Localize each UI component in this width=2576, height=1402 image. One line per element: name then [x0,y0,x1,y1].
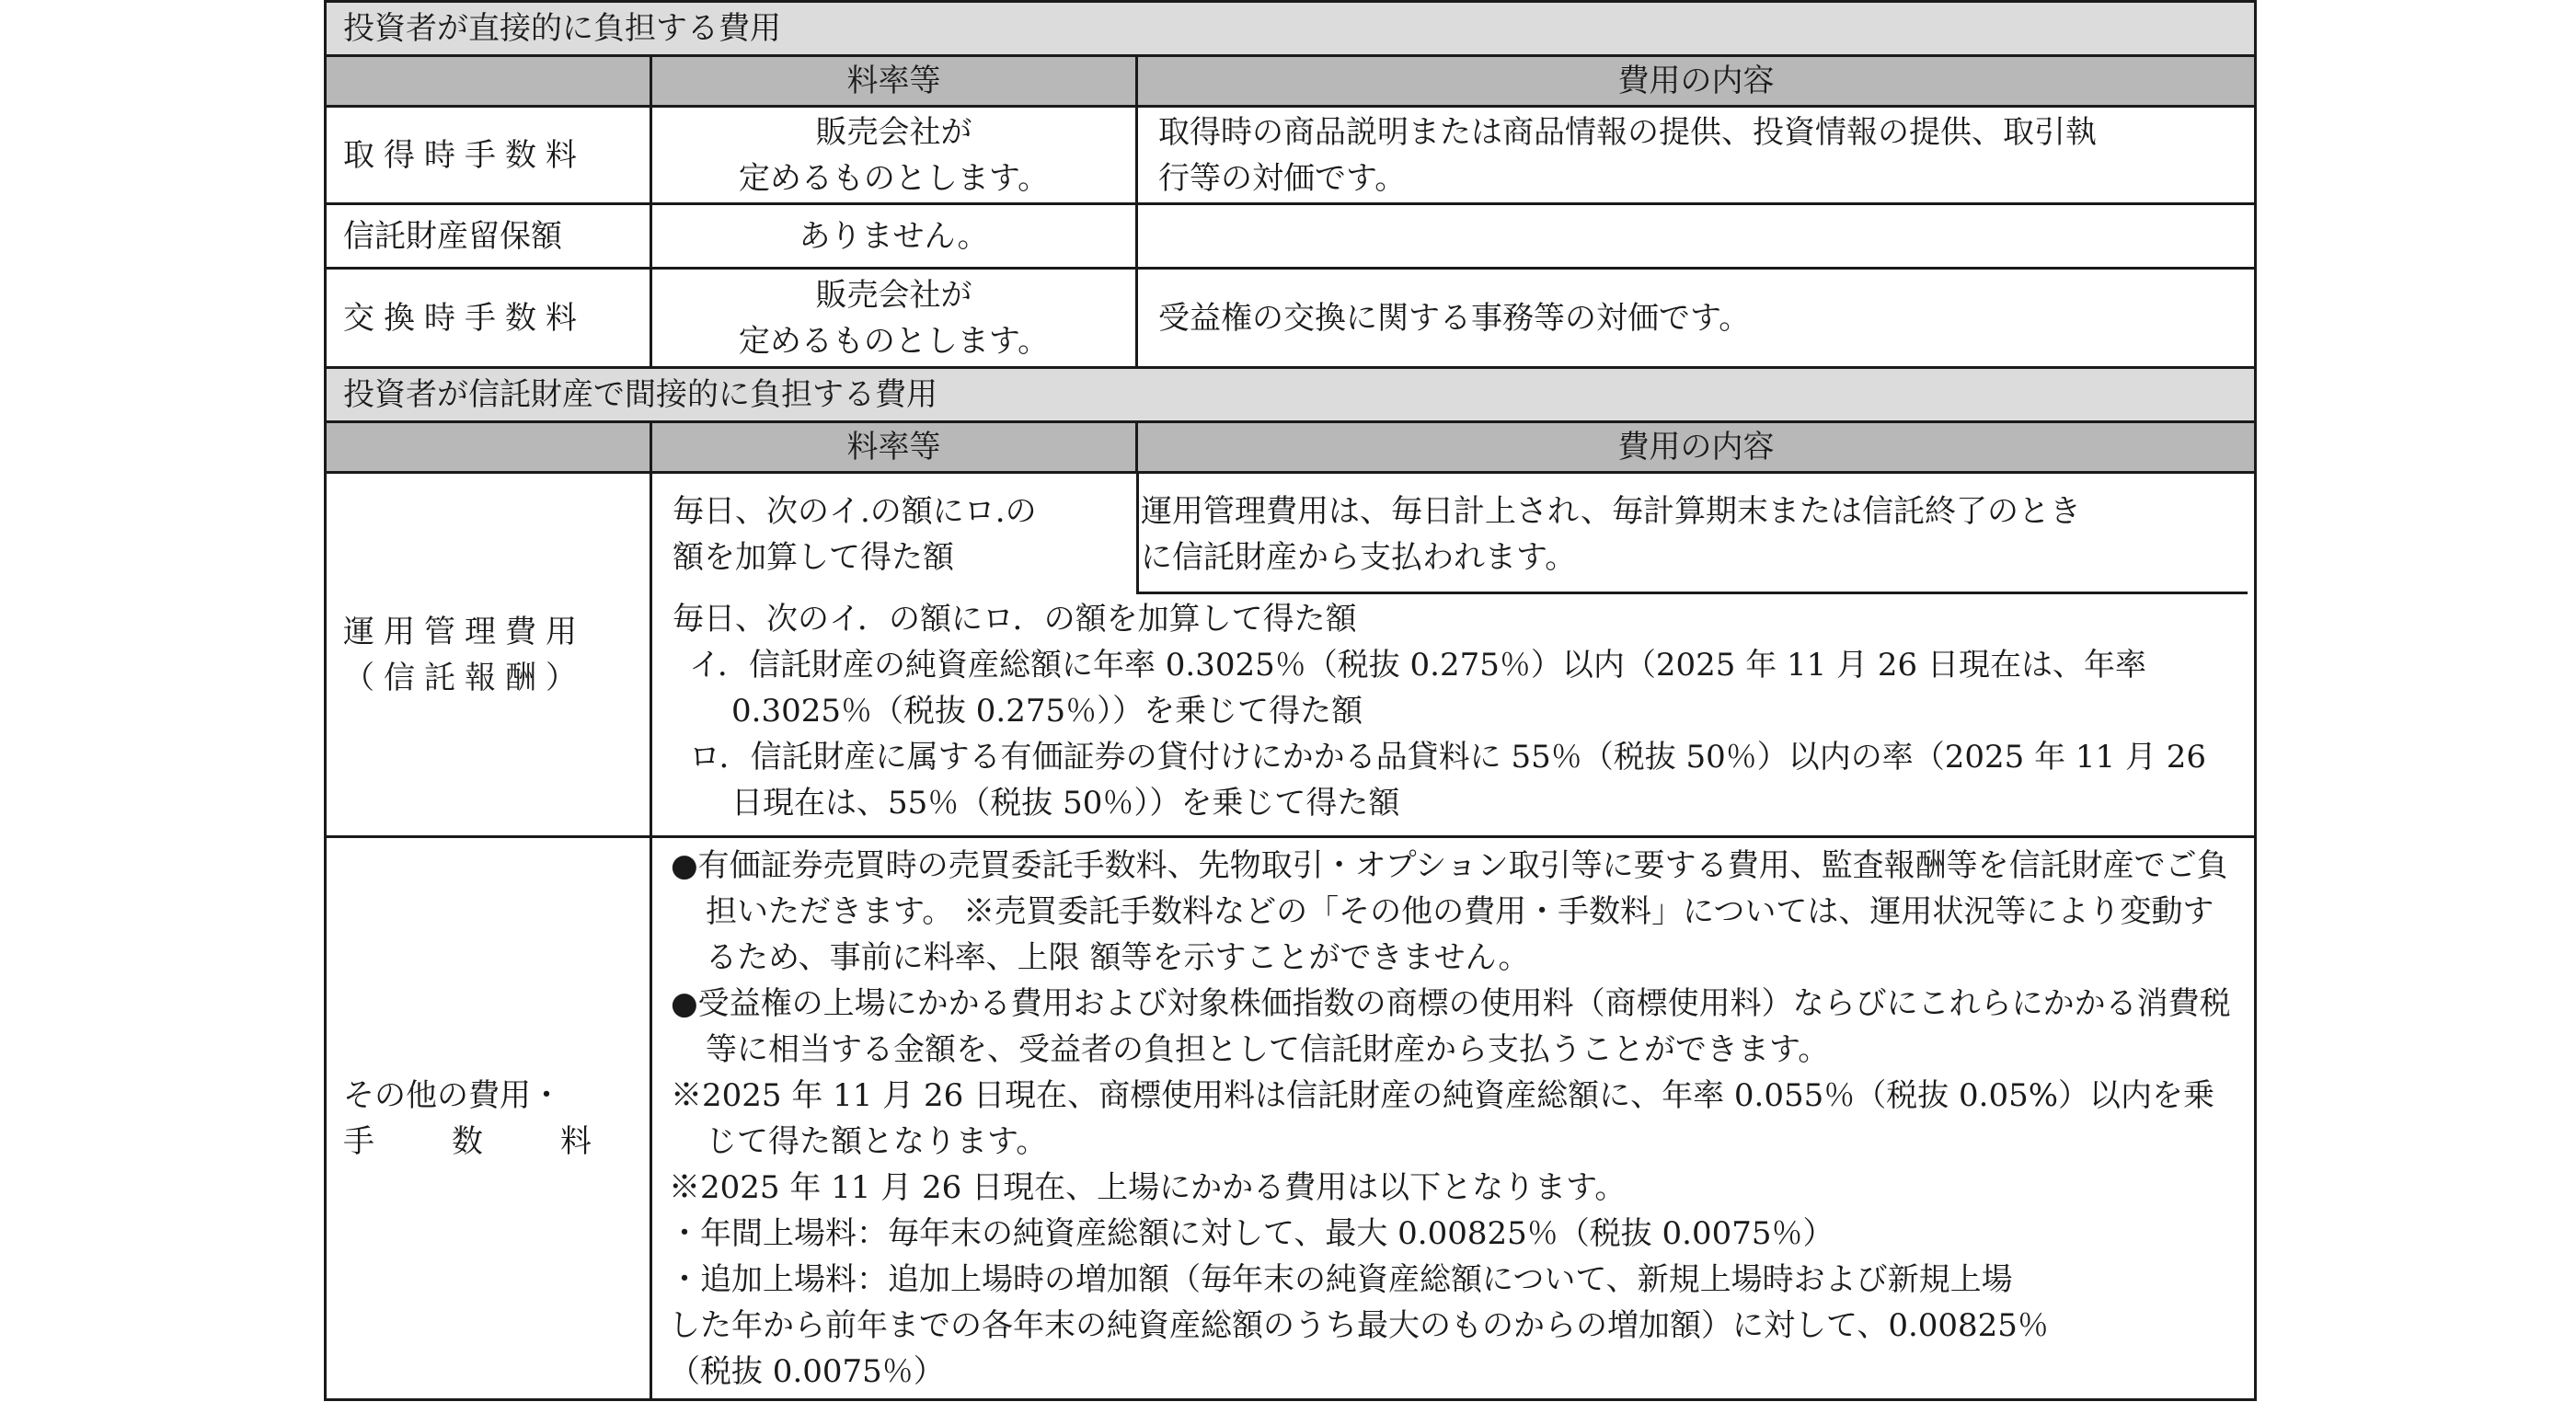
rate-line: 毎日、次のイ.の額にロ.の [673,493,1037,530]
row-content-empty [1137,204,2256,269]
row-content: 受益権の交換に関する事務等の対価です。 [1137,269,2256,368]
other-item: した年から前年までの各年末の純資産総額のうち最大のものからの増加額）に対して、0.00825％ [669,1306,2049,1344]
indirect-header-blank [326,422,651,473]
other-fee-row [326,837,2256,1400]
content-line: 行等の対価です。 [1158,159,1407,197]
rate-line: 定めるものとします。 [738,322,1050,360]
label-line: その他の費用・ [343,1076,562,1114]
label-char: 数 [452,1122,483,1160]
rate-line: 定めるものとします。 [738,159,1050,197]
management-fee-content [1136,474,2248,594]
label-char: 料 [560,1122,592,1160]
other-bullet: ●受益権の上場にかかる費用および対象株価指数の商標の使用料（商標使用料）ならびにこれらにかかる消費税 等に相当する金額を、受益者の負担として信託財産から支払うことができます。 [671,984,2231,1068]
other-fee-label [326,837,651,1400]
management-fee-rate [652,474,1136,594]
other-note: ※2025 年 11 月 26 日現在、上場にかかる費用は以下となります。 [669,1168,1627,1206]
management-fee-label [326,473,651,837]
row-rate [651,107,1137,204]
detail-item-ro: ロ．信託財産に属する有価証券の貸付けにかかる品貸料に 55％（税抜 50％）以内の率（2025 年 11 月 26 日現在は、55％（税抜 50％））を乗じて得た額 [689,739,2207,822]
label-char: 手 [343,1122,374,1160]
direct-header-blank [326,56,651,107]
table-row [326,204,2256,269]
indirect-section-title: 投資者が信託財産で間接的に負担する費用 [326,368,2256,422]
content-line: に信託財産から支払われます。 [1141,539,1577,576]
fee-table [324,0,2257,1401]
indirect-header-content: 費用の内容 [1137,422,2256,473]
detail-item-i: イ．信託財産の純資産総額に年率 0.3025％（税抜 0.275％）以内（2025 年 11 月 26 日現在は、年率 0.3025％（税抜 0.275％））を乗じて得た額 [689,647,2146,730]
row-rate [651,269,1137,368]
other-item: ・年間上場料：毎年末の純資産総額に対して、最大 0.00825％（税抜 0.0075％） [669,1214,1834,1252]
indirect-header-rate: 料率等 [651,422,1137,473]
rate-line: 販売会社が [815,276,972,314]
row-content [1137,107,2256,204]
management-fee-inner [652,474,2254,594]
direct-header-row [326,56,2256,107]
label-line: 運用管理費用 [343,613,586,650]
other-note: ※2025 年 11 月 26 日現在、商標使用料は信託財産の純資産総額に、年率 0.055％（税抜 0.05%）以内を乗じて得た額となります。 [671,1076,2215,1160]
row-label: 交換時手数料 [326,269,651,368]
row-label: 取得時手数料 [326,107,651,204]
other-bullet: ●有価証券売買時の売買委託手数料、先物取引・オプション取引等に要する費用、監査報酬等を信託財産でご負担いただきます。 ※売買委託手数料などの「その他の費用・手数料」については、運用状況等により変動するため、事前に料率、上限 額等を示すことができません。 [671,846,2228,976]
label-line-distributed [343,1119,592,1165]
other-item: （税抜 0.0075％） [669,1352,945,1390]
row-label: 信託財産留保額 [326,204,651,269]
row-rate: ありません。 [651,204,1137,269]
content-line: 取得時の商品説明または商品情報の提供、投資情報の提供、取引執 [1158,113,2097,151]
other-fee-content [651,837,2256,1400]
table-row [326,269,2256,368]
management-fee-cell [651,473,2256,837]
other-item: ・追加上場料：追加上場時の増加額（毎年末の純資産総額について、新規上場時および新規上場 [669,1260,2013,1298]
direct-header-content: 費用の内容 [1137,56,2256,107]
rate-line: 額を加算して得た額 [673,539,954,576]
content-line: 運用管理費用は、毎日計上され、毎計算期末または信託終了のとき [1141,493,2082,530]
direct-section-row [326,2,2256,56]
management-fee-row [326,473,2256,837]
table-row [326,107,2256,204]
direct-section-title: 投資者が直接的に負担する費用 [326,2,2256,56]
indirect-header-row [326,422,2256,473]
fee-document [324,0,2254,1402]
indirect-section-row [326,368,2256,422]
management-fee-detail [652,594,2254,832]
rate-line: 販売会社が [815,113,972,151]
detail-line: 毎日、次のイ．の額にロ．の額を加算して得た額 [673,601,1357,638]
direct-header-rate: 料率等 [651,56,1137,107]
label-line: （信託報酬） [343,659,586,696]
